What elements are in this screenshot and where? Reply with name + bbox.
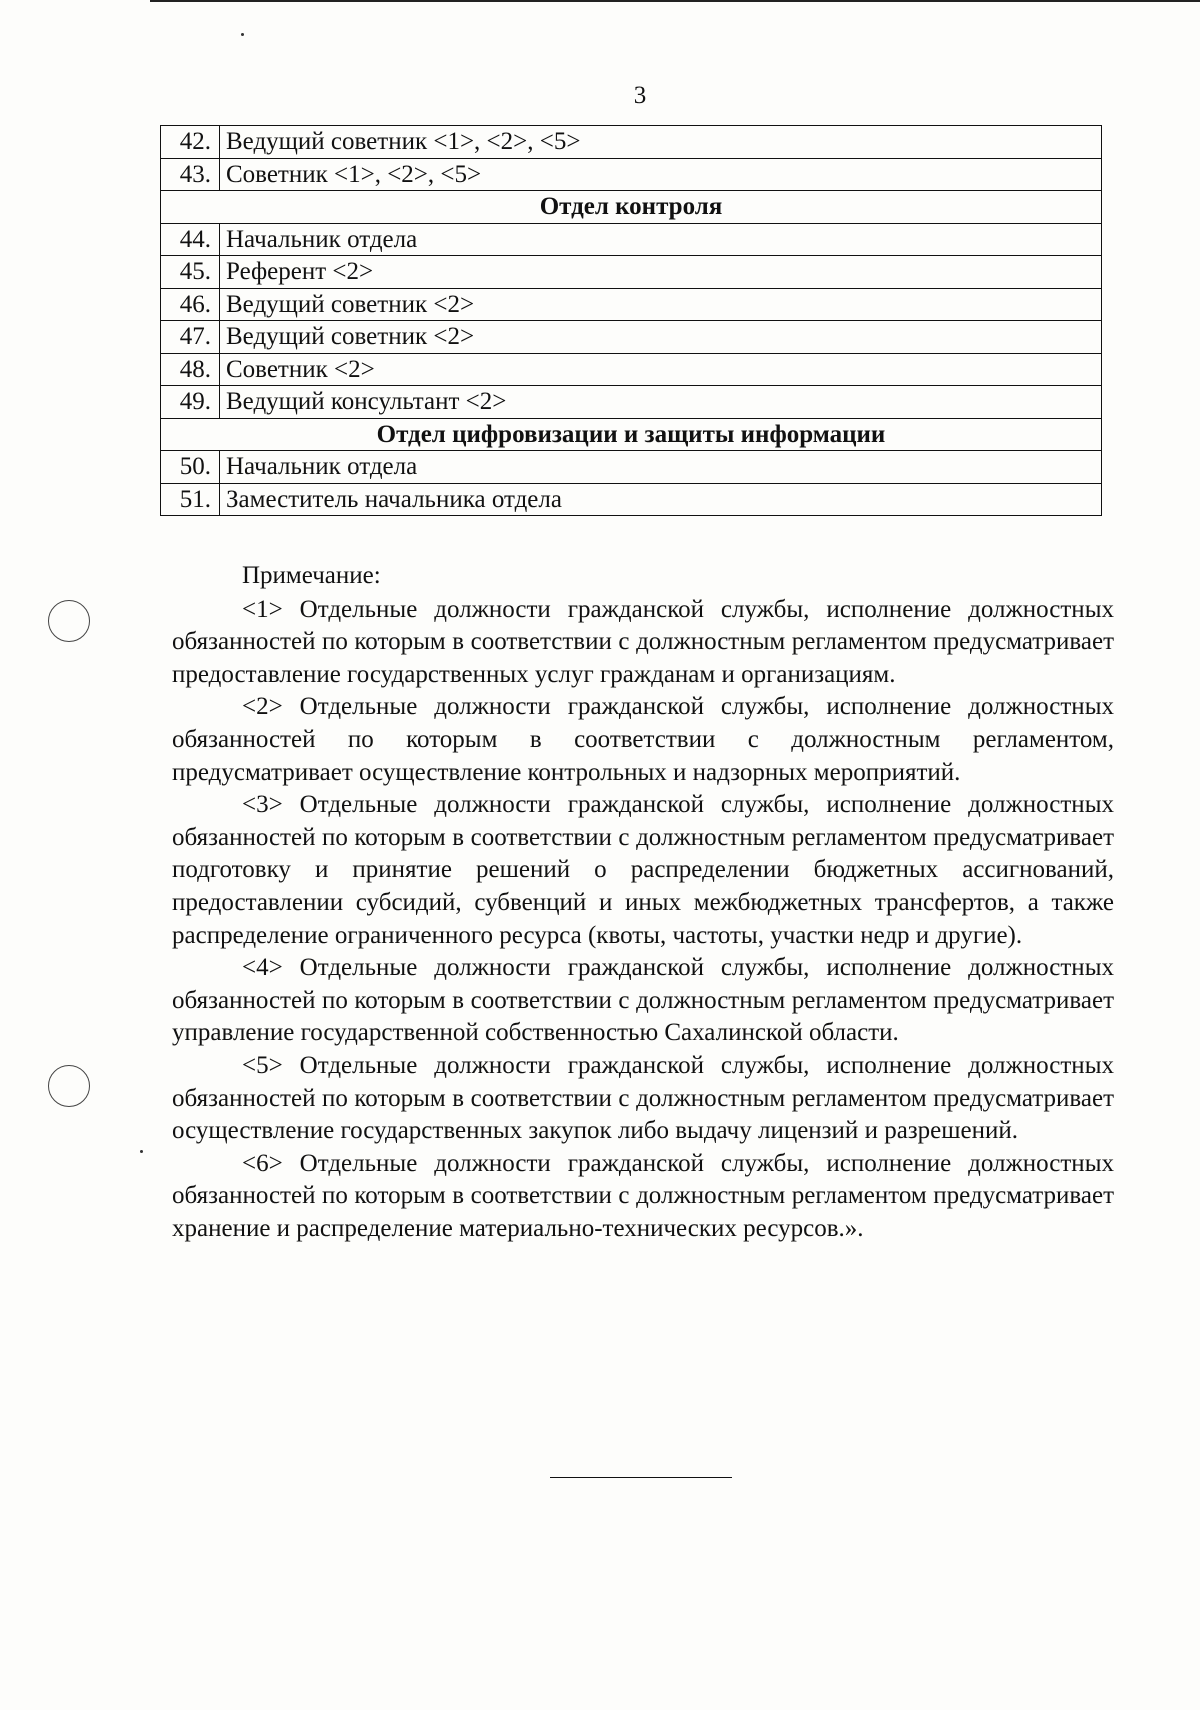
table-section-row [161,418,1102,451]
table-section-row [161,191,1102,224]
position-title: Заместитель начальника отдела [220,483,1102,516]
row-number: 49. [161,386,220,419]
scan-speck [241,33,244,36]
position-title: Ведущий советник <2> [220,288,1102,321]
table-row [161,126,1102,159]
position-title: Начальник отдела [220,223,1102,256]
position-title: Референт <2> [220,256,1102,289]
positions-table-body [161,126,1102,516]
note-4: <4> Отдельные должности гражданской службы, исполнение должностных обязанностей по которым в соответствии с должностным регламентом предусматривает управление государственной собственностью Сахалинской области. [172,954,1114,1047]
notes-section [172,560,1114,1245]
position-title: Начальник отдела [220,451,1102,484]
table-row [161,321,1102,354]
note-2: <2> Отдельные должности гражданской службы, исполнение должностных обязанностей по которым в соответствии с должностным регламентом, предусматривает осуществление контрольных и надзорных мероприятий. [172,693,1114,786]
position-title: Ведущий советник <2> [220,321,1102,354]
table-row [161,483,1102,516]
table-row [161,158,1102,191]
position-title: Ведущий консультант <2> [220,386,1102,419]
punch-hole-upper [48,600,90,642]
section-title: Отдел контроля [161,191,1102,224]
position-title: Ведущий советник <1>, <2>, <5> [220,126,1102,159]
table-row [161,223,1102,256]
scan-top-edge [150,0,1200,2]
row-number: 45. [161,256,220,289]
position-title: Советник <1>, <2>, <5> [220,158,1102,191]
note-1: <1> Отдельные должности гражданской службы, исполнение должностных обязанностей по которым в соответствии с должностным регламентом предусматривает предоставление государственных услуг гражданам и организациям. [172,595,1114,688]
position-title: Советник <2> [220,353,1102,386]
punch-hole-lower [48,1065,90,1107]
page-number: 3 [633,82,647,109]
row-number: 44. [161,223,220,256]
table-row [161,288,1102,321]
row-number: 48. [161,353,220,386]
table-row [161,256,1102,289]
row-number: 43. [161,158,220,191]
notes-heading: Примечание: [242,562,381,589]
closing-rule [550,1477,732,1478]
section-title: Отдел цифровизации и защиты информации [161,418,1102,451]
positions-table [160,125,1102,516]
row-number: 51. [161,483,220,516]
note-5: <5> Отдельные должности гражданской службы, исполнение должностных обязанностей по которым в соответствии с должностным регламентом предусматривает осуществление государственных закупок либо выдачу лицензий и разрешений. [172,1051,1114,1145]
scan-speck [140,1150,143,1153]
note-6: <6> Отдельные должности гражданской службы, исполнение должностных обязанностей по которым в соответствии с должностным регламентом предусматривает хранение и распределение материально-технических ресурсов.». [172,1149,1114,1242]
row-number: 46. [161,288,220,321]
row-number: 42. [161,126,220,159]
row-number: 47. [161,321,220,354]
table-row [161,386,1102,419]
table-row [161,451,1102,484]
table-row [161,353,1102,386]
note-3: <3> Отдельные должности гражданской службы, исполнение должностных обязанностей по которым в соответствии с должностным регламентом предусматривает подготовку и принятие решений о распределении бюджетных ассигнований, предоставлении субсидий, субвенций и иных межбюджетных трансфертов, а также распределение ограниченного ресурса (квоты, частоты, участки недр и другие). [172,791,1114,949]
row-number: 50. [161,451,220,484]
